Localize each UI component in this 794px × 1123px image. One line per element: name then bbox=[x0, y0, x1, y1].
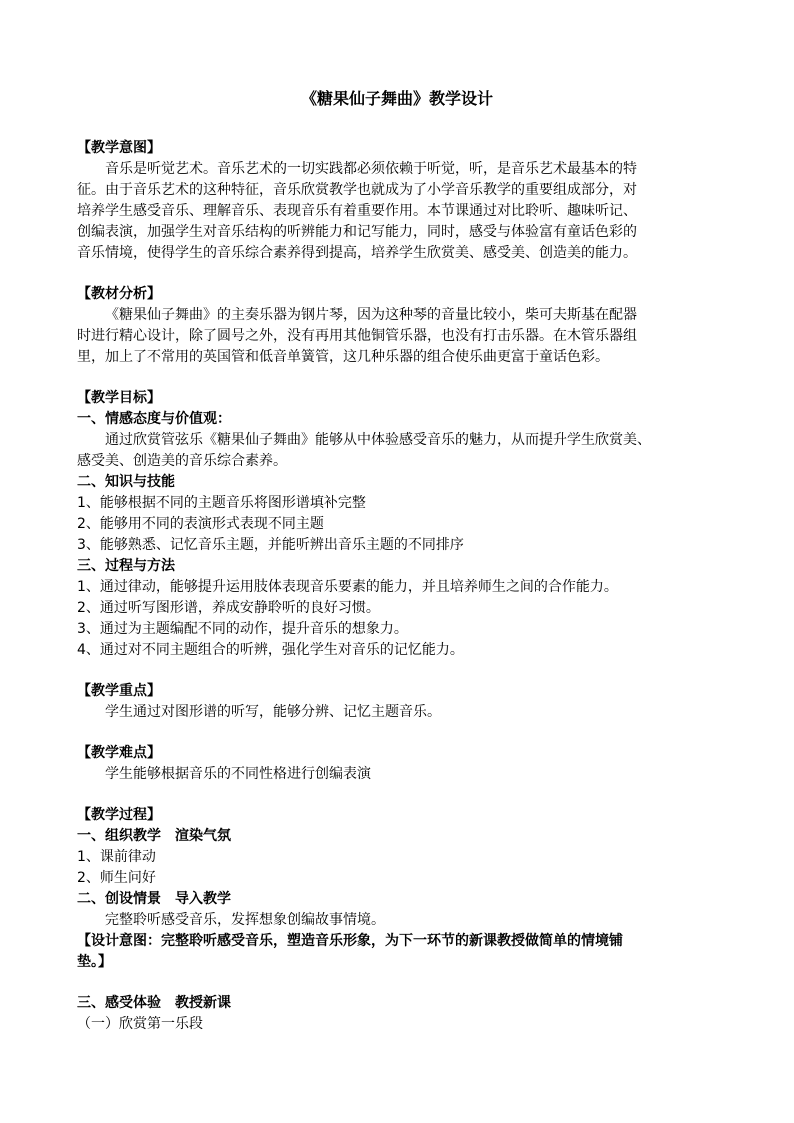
design-intent-note: 垫。】 bbox=[77, 954, 112, 970]
subheading-emotion: 一、情感态度与价值观： bbox=[77, 411, 231, 427]
paragraph-line: 完整聆听感受音乐，发挥想象创编故事情境。 bbox=[105, 912, 385, 928]
subheading-organize: 一、组织教学 渲染气氛 bbox=[77, 828, 231, 844]
section-heading-key-points: 【教学重点】 bbox=[77, 683, 161, 699]
paragraph-line: 《糖果仙子舞曲》的主奏乐器为钢片琴，因为这种琴的音量比较小，柴可夫斯基在配器 bbox=[105, 307, 637, 323]
list-item: 3、能够熟悉、记忆音乐主题，并能听辨出音乐主题的不同排序 bbox=[77, 537, 464, 553]
paragraph-line: 培养学生感受音乐、理解音乐、表现音乐有着重要作用。本节课通过对比聆听、趣味听记、 bbox=[77, 203, 637, 219]
section-heading-goals: 【教学目标】 bbox=[77, 390, 161, 406]
paragraph-line: 学生能够根据音乐的不同性格进行创编表演 bbox=[105, 766, 371, 782]
section-heading-analysis: 【教材分析】 bbox=[77, 286, 161, 302]
list-item: 2、师生问好 bbox=[77, 870, 156, 886]
paragraph-line: 感受美、创造美的音乐综合素养。 bbox=[77, 453, 287, 469]
list-item: 3、通过为主题编配不同的动作，提升音乐的想象力。 bbox=[77, 621, 408, 637]
subheading-process: 三、过程与方法 bbox=[77, 558, 175, 574]
list-item: 2、通过听写图形谱，养成安静聆听的良好习惯。 bbox=[77, 600, 380, 616]
list-item: （一）欣赏第一乐段 bbox=[77, 1016, 203, 1032]
paragraph-line: 创编表演，加强学生对音乐结构的听辨能力和记写能力，同时，感受与体验富有童话色彩的 bbox=[77, 224, 637, 240]
list-item: 4、通过对不同主题组合的听辨，强化学生对音乐的记忆能力。 bbox=[77, 642, 464, 658]
section-heading-process: 【教学过程】 bbox=[77, 807, 161, 823]
list-item: 1、通过律动，能够提升运用肢体表现音乐要素的能力，并且培养师生之间的合作能力。 bbox=[77, 579, 618, 595]
paragraph-line: 通过欣赏管弦乐《糖果仙子舞曲》能够从中体验感受音乐的魅力，从而提升学生欣赏美、 bbox=[105, 432, 651, 448]
paragraph-line: 音乐情境，使得学生的音乐综合素养得到提高，培养学生欣赏美、感受美、创造美的能力。 bbox=[77, 245, 637, 261]
subheading-knowledge: 二、知识与技能 bbox=[77, 474, 175, 490]
list-item: 2、能够用不同的表演形式表现不同主题 bbox=[77, 516, 324, 532]
paragraph-line: 征。由于音乐艺术的这种特征，音乐欣赏教学也就成为了小学音乐教学的重要组成部分，对 bbox=[77, 182, 637, 198]
paragraph-line: 学生通过对图形谱的听写，能够分辨、记忆主题音乐。 bbox=[105, 704, 441, 720]
paragraph-line: 时进行精心设计，除了圆号之外，没有再用其他铜管乐器，也没有打击乐器。在木管乐器组 bbox=[77, 328, 637, 344]
section-heading-intent: 【教学意图】 bbox=[77, 140, 161, 156]
list-item: 1、能够根据不同的主题音乐将图形谱填补完整 bbox=[77, 495, 366, 511]
subheading-experience: 三、感受体验 教授新课 bbox=[77, 995, 231, 1011]
subheading-scenario: 二、创设情景 导入教学 bbox=[77, 891, 231, 907]
section-heading-difficulties: 【教学难点】 bbox=[77, 745, 161, 761]
paragraph-line: 里，加上了不常用的英国管和低音单簧管，这几种乐器的组合使乐曲更富于童话色彩。 bbox=[77, 349, 609, 365]
design-intent-note: 【设计意图：完整聆听感受音乐，塑造音乐形象，为下一环节的新课教授做简单的情境铺 bbox=[77, 933, 623, 949]
list-item: 1、课前律动 bbox=[77, 849, 156, 865]
page-title: 《糖果仙子舞曲》教学设计 bbox=[300, 89, 493, 108]
paragraph-line: 音乐是听觉艺术。音乐艺术的一切实践都必须依赖于听觉，听，是音乐艺术最基本的特 bbox=[105, 161, 637, 177]
